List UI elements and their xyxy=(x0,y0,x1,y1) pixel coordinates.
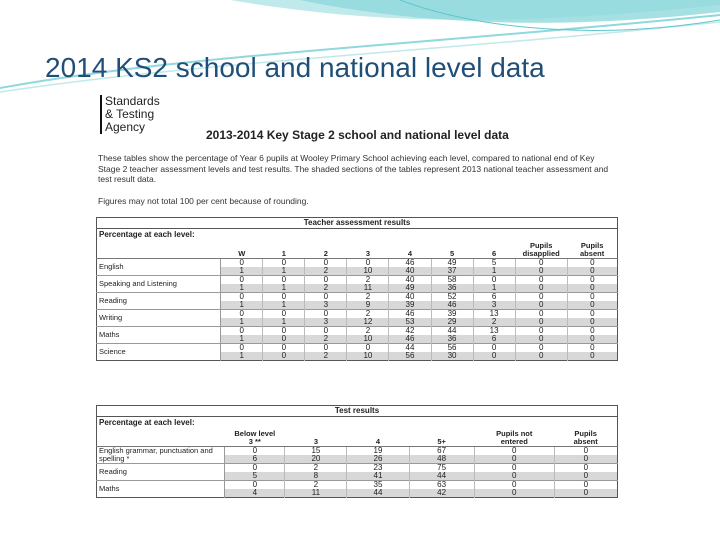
test-row xyxy=(97,447,618,456)
teacher-subject-label: Maths xyxy=(97,327,221,344)
teacher-value: 0 xyxy=(221,344,263,353)
teacher-header-blank xyxy=(97,240,221,259)
teacher-value: 0 xyxy=(305,344,347,353)
teacher-value: 53 xyxy=(389,318,431,327)
teacher-value: 0 xyxy=(515,327,567,336)
teacher-value: 1 xyxy=(263,284,305,293)
test-row xyxy=(97,464,618,473)
logo-line: Standards xyxy=(105,94,160,108)
test-value: 0 xyxy=(474,481,554,490)
test-value: 42 xyxy=(409,489,474,498)
test-value: 0 xyxy=(554,481,617,490)
teacher-value: 0 xyxy=(221,327,263,336)
teacher-value: 0 xyxy=(221,259,263,268)
teacher-row xyxy=(97,293,618,302)
test-value: 0 xyxy=(554,464,617,473)
teacher-value: 46 xyxy=(431,301,473,310)
teacher-value: 2 xyxy=(305,267,347,276)
document-title: 2013-2014 Key Stage 2 school and national level data xyxy=(206,128,509,142)
teacher-column-header: 5 xyxy=(431,240,473,259)
teacher-value: 2 xyxy=(305,284,347,293)
test-value: 8 xyxy=(285,472,347,481)
test-value: 15 xyxy=(285,447,347,456)
teacher-value: 56 xyxy=(431,344,473,353)
teacher-value: 0 xyxy=(221,293,263,302)
test-results-table xyxy=(96,405,618,498)
test-value: 26 xyxy=(347,455,409,464)
teacher-value: 3 xyxy=(305,301,347,310)
teacher-value: 40 xyxy=(389,276,431,285)
teacher-value: 0 xyxy=(305,310,347,319)
teacher-column-header: 2 xyxy=(305,240,347,259)
test-value: 44 xyxy=(409,472,474,481)
teacher-value: 6 xyxy=(473,293,515,302)
teacher-value: 0 xyxy=(567,327,617,336)
teacher-value: 46 xyxy=(389,259,431,268)
teacher-caption: Teacher assessment results xyxy=(97,218,618,229)
teacher-value: 0 xyxy=(347,344,389,353)
teacher-value: 0 xyxy=(515,293,567,302)
teacher-percentage-label: Percentage at each level: xyxy=(99,229,195,239)
test-column-header: Pupils not entered xyxy=(474,428,554,447)
teacher-value: 0 xyxy=(567,293,617,302)
teacher-value: 36 xyxy=(431,335,473,344)
teacher-value: 0 xyxy=(473,276,515,285)
slide-title: 2014 KS2 school and national level data xyxy=(45,52,545,83)
teacher-value: 0 xyxy=(567,344,617,353)
teacher-value: 46 xyxy=(389,310,431,319)
teacher-value: 1 xyxy=(473,284,515,293)
test-value: 0 xyxy=(474,472,554,481)
teacher-value: 0 xyxy=(515,276,567,285)
test-value: 35 xyxy=(347,481,409,490)
teacher-value: 13 xyxy=(473,310,515,319)
test-column-header: 4 xyxy=(347,428,409,447)
teacher-value: 2 xyxy=(347,293,389,302)
teacher-value: 0 xyxy=(263,344,305,353)
teacher-value: 0 xyxy=(305,276,347,285)
teacher-value: 30 xyxy=(431,352,473,361)
test-value: 4 xyxy=(225,489,285,498)
teacher-row xyxy=(97,310,618,319)
teacher-value: 0 xyxy=(567,259,617,268)
intro-text: These tables show the percentage of Year 6 pupils at Wooley Primary School achieving each level, compared to national end of Key Stage 2 teacher assessment levels and test results. The shaded sections of the tables represent 2013 national teacher assessment and test result data. xyxy=(98,153,609,184)
teacher-value: 0 xyxy=(567,284,617,293)
test-subject-label: Reading xyxy=(97,464,225,481)
teacher-value: 56 xyxy=(389,352,431,361)
teacher-value: 2 xyxy=(305,335,347,344)
teacher-value: 0 xyxy=(515,352,567,361)
teacher-value: 12 xyxy=(347,318,389,327)
teacher-value: 40 xyxy=(389,293,431,302)
teacher-value: 0 xyxy=(567,352,617,361)
teacher-row xyxy=(97,327,618,336)
teacher-column-header: 1 xyxy=(263,240,305,259)
teacher-value: 2 xyxy=(347,310,389,319)
teacher-value: 0 xyxy=(305,259,347,268)
teacher-value: 0 xyxy=(263,352,305,361)
teacher-value: 0 xyxy=(567,276,617,285)
teacher-value: 49 xyxy=(431,259,473,268)
teacher-value: 2 xyxy=(305,352,347,361)
teacher-subject-label: Science xyxy=(97,344,221,361)
test-column-header: Below level 3 ** xyxy=(225,428,285,447)
test-column-header: 3 xyxy=(285,428,347,447)
test-value: 48 xyxy=(409,455,474,464)
test-value: 44 xyxy=(347,489,409,498)
teacher-value: 0 xyxy=(515,284,567,293)
logo-line: Agency xyxy=(105,120,146,134)
teacher-value: 1 xyxy=(221,318,263,327)
teacher-value: 0 xyxy=(263,259,305,268)
teacher-column-header: 3 xyxy=(347,240,389,259)
teacher-value: 0 xyxy=(567,318,617,327)
teacher-value: 3 xyxy=(473,301,515,310)
test-value: 0 xyxy=(225,447,285,456)
teacher-value: 0 xyxy=(515,301,567,310)
test-value: 6 xyxy=(225,455,285,464)
teacher-value: 42 xyxy=(389,327,431,336)
teacher-value: 1 xyxy=(221,267,263,276)
test-value: 5 xyxy=(225,472,285,481)
teacher-value: 0 xyxy=(473,344,515,353)
logo-line: & Testing xyxy=(105,107,155,121)
teacher-value: 1 xyxy=(263,318,305,327)
test-value: 75 xyxy=(409,464,474,473)
teacher-subject-label: Reading xyxy=(97,293,221,310)
teacher-row xyxy=(97,259,618,268)
teacher-value: 0 xyxy=(263,293,305,302)
test-column-header: 5+ xyxy=(409,428,474,447)
test-value: 0 xyxy=(474,447,554,456)
test-value: 0 xyxy=(554,447,617,456)
teacher-column-header: 6 xyxy=(473,240,515,259)
teacher-value: 10 xyxy=(347,335,389,344)
teacher-value: 0 xyxy=(567,335,617,344)
teacher-value: 37 xyxy=(431,267,473,276)
test-column-header: Pupils absent xyxy=(554,428,617,447)
teacher-column-header: Pupils absent xyxy=(567,240,617,259)
test-percentage-label: Percentage at each level: xyxy=(99,417,195,427)
teacher-value: 44 xyxy=(389,344,431,353)
teacher-value: 36 xyxy=(431,284,473,293)
teacher-value: 3 xyxy=(305,318,347,327)
teacher-value: 0 xyxy=(567,301,617,310)
teacher-value: 0 xyxy=(347,259,389,268)
teacher-value: 0 xyxy=(263,276,305,285)
teacher-value: 0 xyxy=(515,259,567,268)
teacher-value: 0 xyxy=(263,335,305,344)
teacher-value: 5 xyxy=(473,259,515,268)
teacher-value: 0 xyxy=(221,310,263,319)
teacher-value: 1 xyxy=(263,301,305,310)
teacher-value: 39 xyxy=(431,310,473,319)
test-value: 63 xyxy=(409,481,474,490)
teacher-row xyxy=(97,344,618,353)
test-value: 67 xyxy=(409,447,474,456)
test-row xyxy=(97,481,618,490)
teacher-value: 46 xyxy=(389,335,431,344)
test-value: 0 xyxy=(474,455,554,464)
teacher-value: 2 xyxy=(347,327,389,336)
teacher-subject-label: Speaking and Listening xyxy=(97,276,221,293)
teacher-value: 0 xyxy=(515,310,567,319)
teacher-value: 0 xyxy=(567,267,617,276)
teacher-value: 10 xyxy=(347,267,389,276)
sta-logo xyxy=(100,95,160,134)
teacher-subject-label: Writing xyxy=(97,310,221,327)
teacher-value: 9 xyxy=(347,301,389,310)
test-value: 0 xyxy=(225,464,285,473)
test-subject-label: English grammar, punctuation and spelling * xyxy=(97,447,225,464)
teacher-value: 11 xyxy=(347,284,389,293)
teacher-value: 0 xyxy=(515,318,567,327)
teacher-value: 1 xyxy=(221,335,263,344)
test-value: 0 xyxy=(554,455,617,464)
teacher-value: 1 xyxy=(221,301,263,310)
test-value: 20 xyxy=(285,455,347,464)
teacher-value: 40 xyxy=(389,267,431,276)
teacher-value: 0 xyxy=(263,310,305,319)
teacher-value: 0 xyxy=(305,293,347,302)
test-value: 0 xyxy=(474,489,554,498)
teacher-value: 0 xyxy=(515,344,567,353)
test-caption: Test results xyxy=(97,406,618,417)
test-subject-label: Maths xyxy=(97,481,225,498)
teacher-column-header: Pupils disapplied xyxy=(515,240,567,259)
test-value: 23 xyxy=(347,464,409,473)
test-value: 19 xyxy=(347,447,409,456)
test-value: 0 xyxy=(554,489,617,498)
teacher-value: 0 xyxy=(263,327,305,336)
teacher-value: 1 xyxy=(221,352,263,361)
test-value: 41 xyxy=(347,472,409,481)
teacher-value: 29 xyxy=(431,318,473,327)
teacher-value: 13 xyxy=(473,327,515,336)
teacher-value: 58 xyxy=(431,276,473,285)
rounding-note: Figures may not total 100 per cent because of rounding. xyxy=(98,196,309,206)
teacher-value: 52 xyxy=(431,293,473,302)
teacher-column-header: 4 xyxy=(389,240,431,259)
teacher-value: 39 xyxy=(389,301,431,310)
teacher-subject-label: English xyxy=(97,259,221,276)
teacher-value: 0 xyxy=(515,267,567,276)
teacher-value: 0 xyxy=(515,335,567,344)
teacher-value: 0 xyxy=(221,276,263,285)
teacher-column-header: W xyxy=(221,240,263,259)
teacher-value: 2 xyxy=(473,318,515,327)
test-value: 2 xyxy=(285,464,347,473)
teacher-value: 2 xyxy=(347,276,389,285)
teacher-row xyxy=(97,276,618,285)
test-header-blank xyxy=(97,428,225,447)
document-image xyxy=(96,93,618,518)
teacher-value: 1 xyxy=(263,267,305,276)
teacher-value: 0 xyxy=(305,327,347,336)
test-value: 0 xyxy=(225,481,285,490)
teacher-value: 0 xyxy=(473,352,515,361)
teacher-value: 6 xyxy=(473,335,515,344)
teacher-value: 10 xyxy=(347,352,389,361)
teacher-value: 44 xyxy=(431,327,473,336)
teacher-value: 49 xyxy=(389,284,431,293)
test-value: 0 xyxy=(474,464,554,473)
test-value: 2 xyxy=(285,481,347,490)
teacher-assessment-table xyxy=(96,217,618,361)
teacher-value: 1 xyxy=(221,284,263,293)
teacher-value: 0 xyxy=(567,310,617,319)
test-value: 11 xyxy=(285,489,347,498)
teacher-value: 1 xyxy=(473,267,515,276)
test-value: 0 xyxy=(554,472,617,481)
